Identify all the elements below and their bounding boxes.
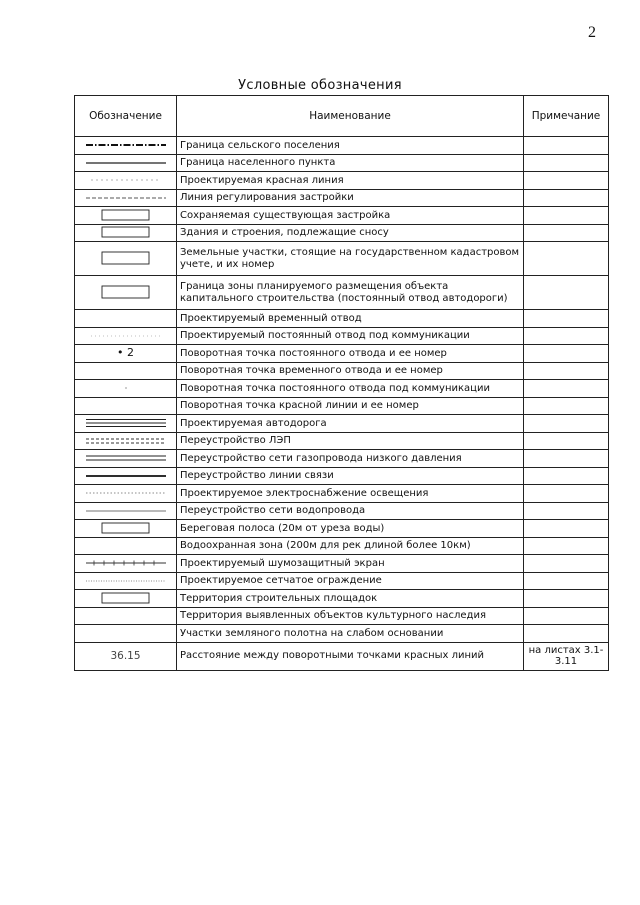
legend-row — [75, 276, 609, 310]
legend-row-name: Проектируемое электроснабжение освещения — [177, 485, 524, 503]
legend-row-note — [524, 485, 609, 503]
faint-dot-symbol — [75, 380, 177, 398]
legend-row-name: Поворотная точка красной линии и ее номер — [177, 397, 524, 415]
legend-row-name: Переустройство ЛЭП — [177, 432, 524, 450]
distance-label: 36.15 — [110, 649, 141, 662]
legend-row-name: Здания и строения, подлежащие сносу — [177, 224, 524, 242]
legend-row — [75, 642, 609, 670]
legend-row-note — [524, 154, 609, 172]
legend-row-note — [524, 242, 609, 276]
blank-symbol — [75, 607, 177, 625]
rectangle-symbol — [75, 276, 177, 310]
legend-row-note — [524, 327, 609, 345]
legend-row — [75, 502, 609, 520]
triple-line-symbol — [75, 415, 177, 433]
legend-row-note — [524, 380, 609, 398]
legend-row — [75, 327, 609, 345]
legend-row — [75, 362, 609, 380]
legend-row-note — [524, 625, 609, 643]
legend-row-note — [524, 415, 609, 433]
legend-row-name: Поворотная точка временного отвода и ее номер — [177, 362, 524, 380]
legend-row — [75, 310, 609, 328]
legend-row-note — [524, 607, 609, 625]
legend-row-name: Проектируемое сетчатое ограждение — [177, 572, 524, 590]
legend-row-note — [524, 276, 609, 310]
double-dashed-line-symbol — [75, 432, 177, 450]
page-number: 2 — [588, 24, 596, 41]
legend-row-note — [524, 137, 609, 155]
blank-symbol — [75, 397, 177, 415]
legend-row-name: Поворотная точка постоянного отвода и ее номер — [177, 345, 524, 363]
legend-row-note — [524, 172, 609, 190]
legend-row — [75, 432, 609, 450]
dash-dot-line-symbol — [75, 137, 177, 155]
thick-line-symbol — [75, 467, 177, 485]
legend-row-note — [524, 397, 609, 415]
legend-row-note — [524, 189, 609, 207]
legend-row-note — [524, 450, 609, 468]
legend-row-note — [524, 590, 609, 608]
faint-dotted-line-symbol — [75, 172, 177, 190]
legend-row-name: Береговая полоса (20м от уреза воды) — [177, 520, 524, 538]
legend-row-name: Участки земляного полотна на слабом основании — [177, 625, 524, 643]
tick-line-symbol — [75, 555, 177, 573]
legend-row-name: Территория выявленных объектов культурного наследия — [177, 607, 524, 625]
legend-row — [75, 137, 609, 155]
legend-row — [75, 397, 609, 415]
blank-symbol — [75, 310, 177, 328]
legend-row — [75, 189, 609, 207]
double-solid-line-symbol — [75, 450, 177, 468]
legend-row — [75, 380, 609, 398]
legend-row-name: Граница населенного пункта — [177, 154, 524, 172]
legend-row-note — [524, 345, 609, 363]
dotted-line-symbol — [75, 572, 177, 590]
legend-row-name: Проектируемый постоянный отвод под коммуникации — [177, 327, 524, 345]
legend-row — [75, 154, 609, 172]
blank-symbol — [75, 362, 177, 380]
rectangle-symbol — [75, 590, 177, 608]
legend-row — [75, 207, 609, 225]
legend-row-name: Переустройство линии связи — [177, 467, 524, 485]
legend-row-name: Водоохранная зона (200м для рек длиной более 10км) — [177, 537, 524, 555]
legend-row-name: Расстояние между поворотными точками красных линий — [177, 642, 524, 670]
legend-row — [75, 345, 609, 363]
blank-symbol — [75, 625, 177, 643]
legend-row-name: Граница зоны планируемого размещения объекта капитального строительства (постоянный отвод автодороги) — [177, 276, 524, 310]
document-title: Условные обозначения — [238, 78, 402, 93]
legend-row — [75, 415, 609, 433]
legend-row — [75, 590, 609, 608]
legend-row-name: Проектируемая автодорога — [177, 415, 524, 433]
legend-row — [75, 537, 609, 555]
legend-row-name: Проектируемая красная линия — [177, 172, 524, 190]
legend-row-note — [524, 432, 609, 450]
legend-row — [75, 572, 609, 590]
rectangle-symbol — [75, 242, 177, 276]
distance-label-symbol — [75, 642, 177, 670]
legend-row-name: Территория строительных площадок — [177, 590, 524, 608]
blank-symbol — [75, 537, 177, 555]
legend-row-name: Поворотная точка постоянного отвода под коммуникации — [177, 380, 524, 398]
legend-row-note — [524, 520, 609, 538]
faint-dotted-line-symbol — [75, 327, 177, 345]
rectangle-symbol — [75, 207, 177, 225]
legend-row-note — [524, 572, 609, 590]
legend-header-row — [75, 96, 609, 137]
rectangle-symbol — [75, 224, 177, 242]
legend-row-name: Сохраняемая существующая застройка — [177, 207, 524, 225]
legend-row-note — [524, 224, 609, 242]
point-number-label: • 2 — [117, 345, 134, 359]
dashed-line-symbol — [75, 189, 177, 207]
legend-row-name: Проектируемый шумозащитный экран — [177, 555, 524, 573]
legend-row-note — [524, 502, 609, 520]
legend-row-name: Земельные участки, стоящие на государственном кадастровом учете, и их номер — [177, 242, 524, 276]
legend-row-note — [524, 207, 609, 225]
point-number-symbol — [75, 345, 177, 363]
solid-line-symbol — [75, 154, 177, 172]
legend-row-name: Переустройство сети водопровода — [177, 502, 524, 520]
legend-row — [75, 450, 609, 468]
legend-row-name: Проектируемый временный отвод — [177, 310, 524, 328]
legend-row-name: Переустройство сети газопровода низкого давления — [177, 450, 524, 468]
legend-row — [75, 555, 609, 573]
header-note: Примечание — [524, 96, 609, 137]
legend-row — [75, 467, 609, 485]
legend-table — [74, 95, 609, 671]
legend-row-note — [524, 537, 609, 555]
legend-row — [75, 485, 609, 503]
legend-row-name: Линия регулирования застройки — [177, 189, 524, 207]
rectangle-symbol — [75, 520, 177, 538]
legend-row — [75, 625, 609, 643]
thin-line-symbol — [75, 502, 177, 520]
legend-row — [75, 607, 609, 625]
legend-row-note — [524, 467, 609, 485]
legend-row — [75, 224, 609, 242]
header-name: Наименование — [177, 96, 524, 137]
legend-row-note — [524, 362, 609, 380]
legend-row — [75, 172, 609, 190]
dotted-line-symbol — [75, 485, 177, 503]
legend-row — [75, 242, 609, 276]
legend-row-name: Граница сельского поселения — [177, 137, 524, 155]
legend-row — [75, 520, 609, 538]
legend-row-note: на листах 3.1-3.11 — [524, 642, 609, 670]
legend-row-note — [524, 310, 609, 328]
header-symbol: Обозначение — [75, 96, 177, 137]
legend-row-note — [524, 555, 609, 573]
